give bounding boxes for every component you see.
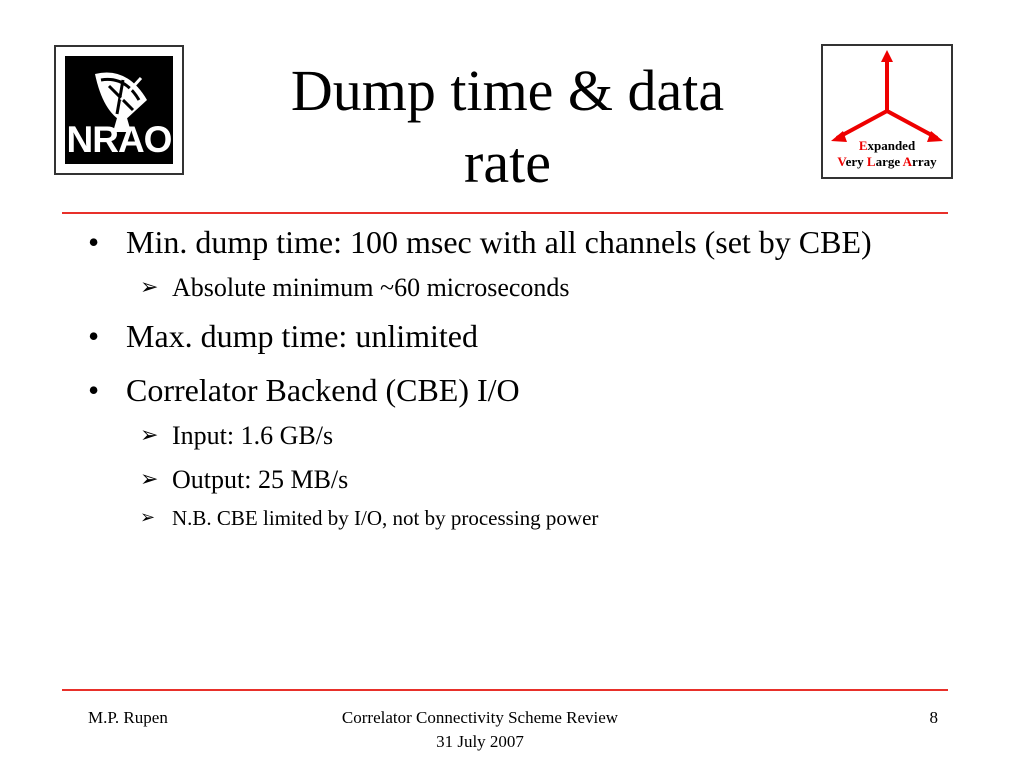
slide-title: [200, 55, 815, 199]
nrao-logo-panel: [65, 56, 173, 164]
sub-bullet-text: Output: 25 MB/s: [172, 465, 349, 494]
evla-logo: [821, 44, 953, 179]
sub-bullet-text: Input: 1.6 GB/s: [172, 421, 334, 450]
sub-bullet-text: N.B. CBE limited by I/O, not by processing power: [172, 506, 599, 530]
footer-divider: [62, 689, 948, 691]
slide-title-line1: Dump time & data: [290, 58, 725, 123]
nrao-logo-text: NRAO: [66, 119, 172, 160]
arrow-bullet-icon: ➢: [140, 467, 159, 492]
footer-center: [300, 706, 660, 754]
evla-logo-line2: Very Large Array: [837, 154, 937, 169]
sub-bullet-text: Absolute minimum ~60 microseconds: [172, 273, 570, 302]
nrao-logo: [54, 45, 184, 175]
bullet-text: Correlator Backend (CBE) I/O: [126, 372, 520, 408]
bullet-dot: •: [88, 318, 100, 354]
title-divider: [62, 212, 948, 214]
bullet-dot: •: [88, 372, 100, 408]
bullet-item: [88, 369, 938, 411]
slide-body: [88, 219, 938, 533]
sub-bullet-item: [88, 463, 938, 497]
arrow-bullet-icon: ➢: [140, 275, 159, 300]
slide-number: 8: [929, 708, 938, 727]
bullet-item: [88, 315, 938, 357]
slide-title-line2: rate: [464, 130, 551, 195]
sub-bullet-item: [88, 503, 938, 533]
evla-logo-text: [823, 138, 951, 170]
arrow-bullet-icon: ➢: [140, 423, 159, 448]
bullet-dot: •: [88, 224, 100, 260]
bullet-text: Min. dump time: 100 msec with all channels (set by CBE): [126, 224, 872, 260]
evla-logo-line1: Expanded: [858, 138, 916, 153]
bullet-text: Max. dump time: unlimited: [126, 318, 478, 354]
footer-date: 31 July 2007: [436, 732, 524, 751]
footer-author: M.P. Rupen: [88, 708, 168, 727]
footer-event: Correlator Connectivity Scheme Review: [341, 708, 619, 727]
sub-bullet-item: [88, 271, 938, 305]
sub-bullet-item: [88, 419, 938, 453]
bullet-item: [88, 221, 938, 263]
arrow-bullet-icon: ➢: [140, 507, 156, 528]
